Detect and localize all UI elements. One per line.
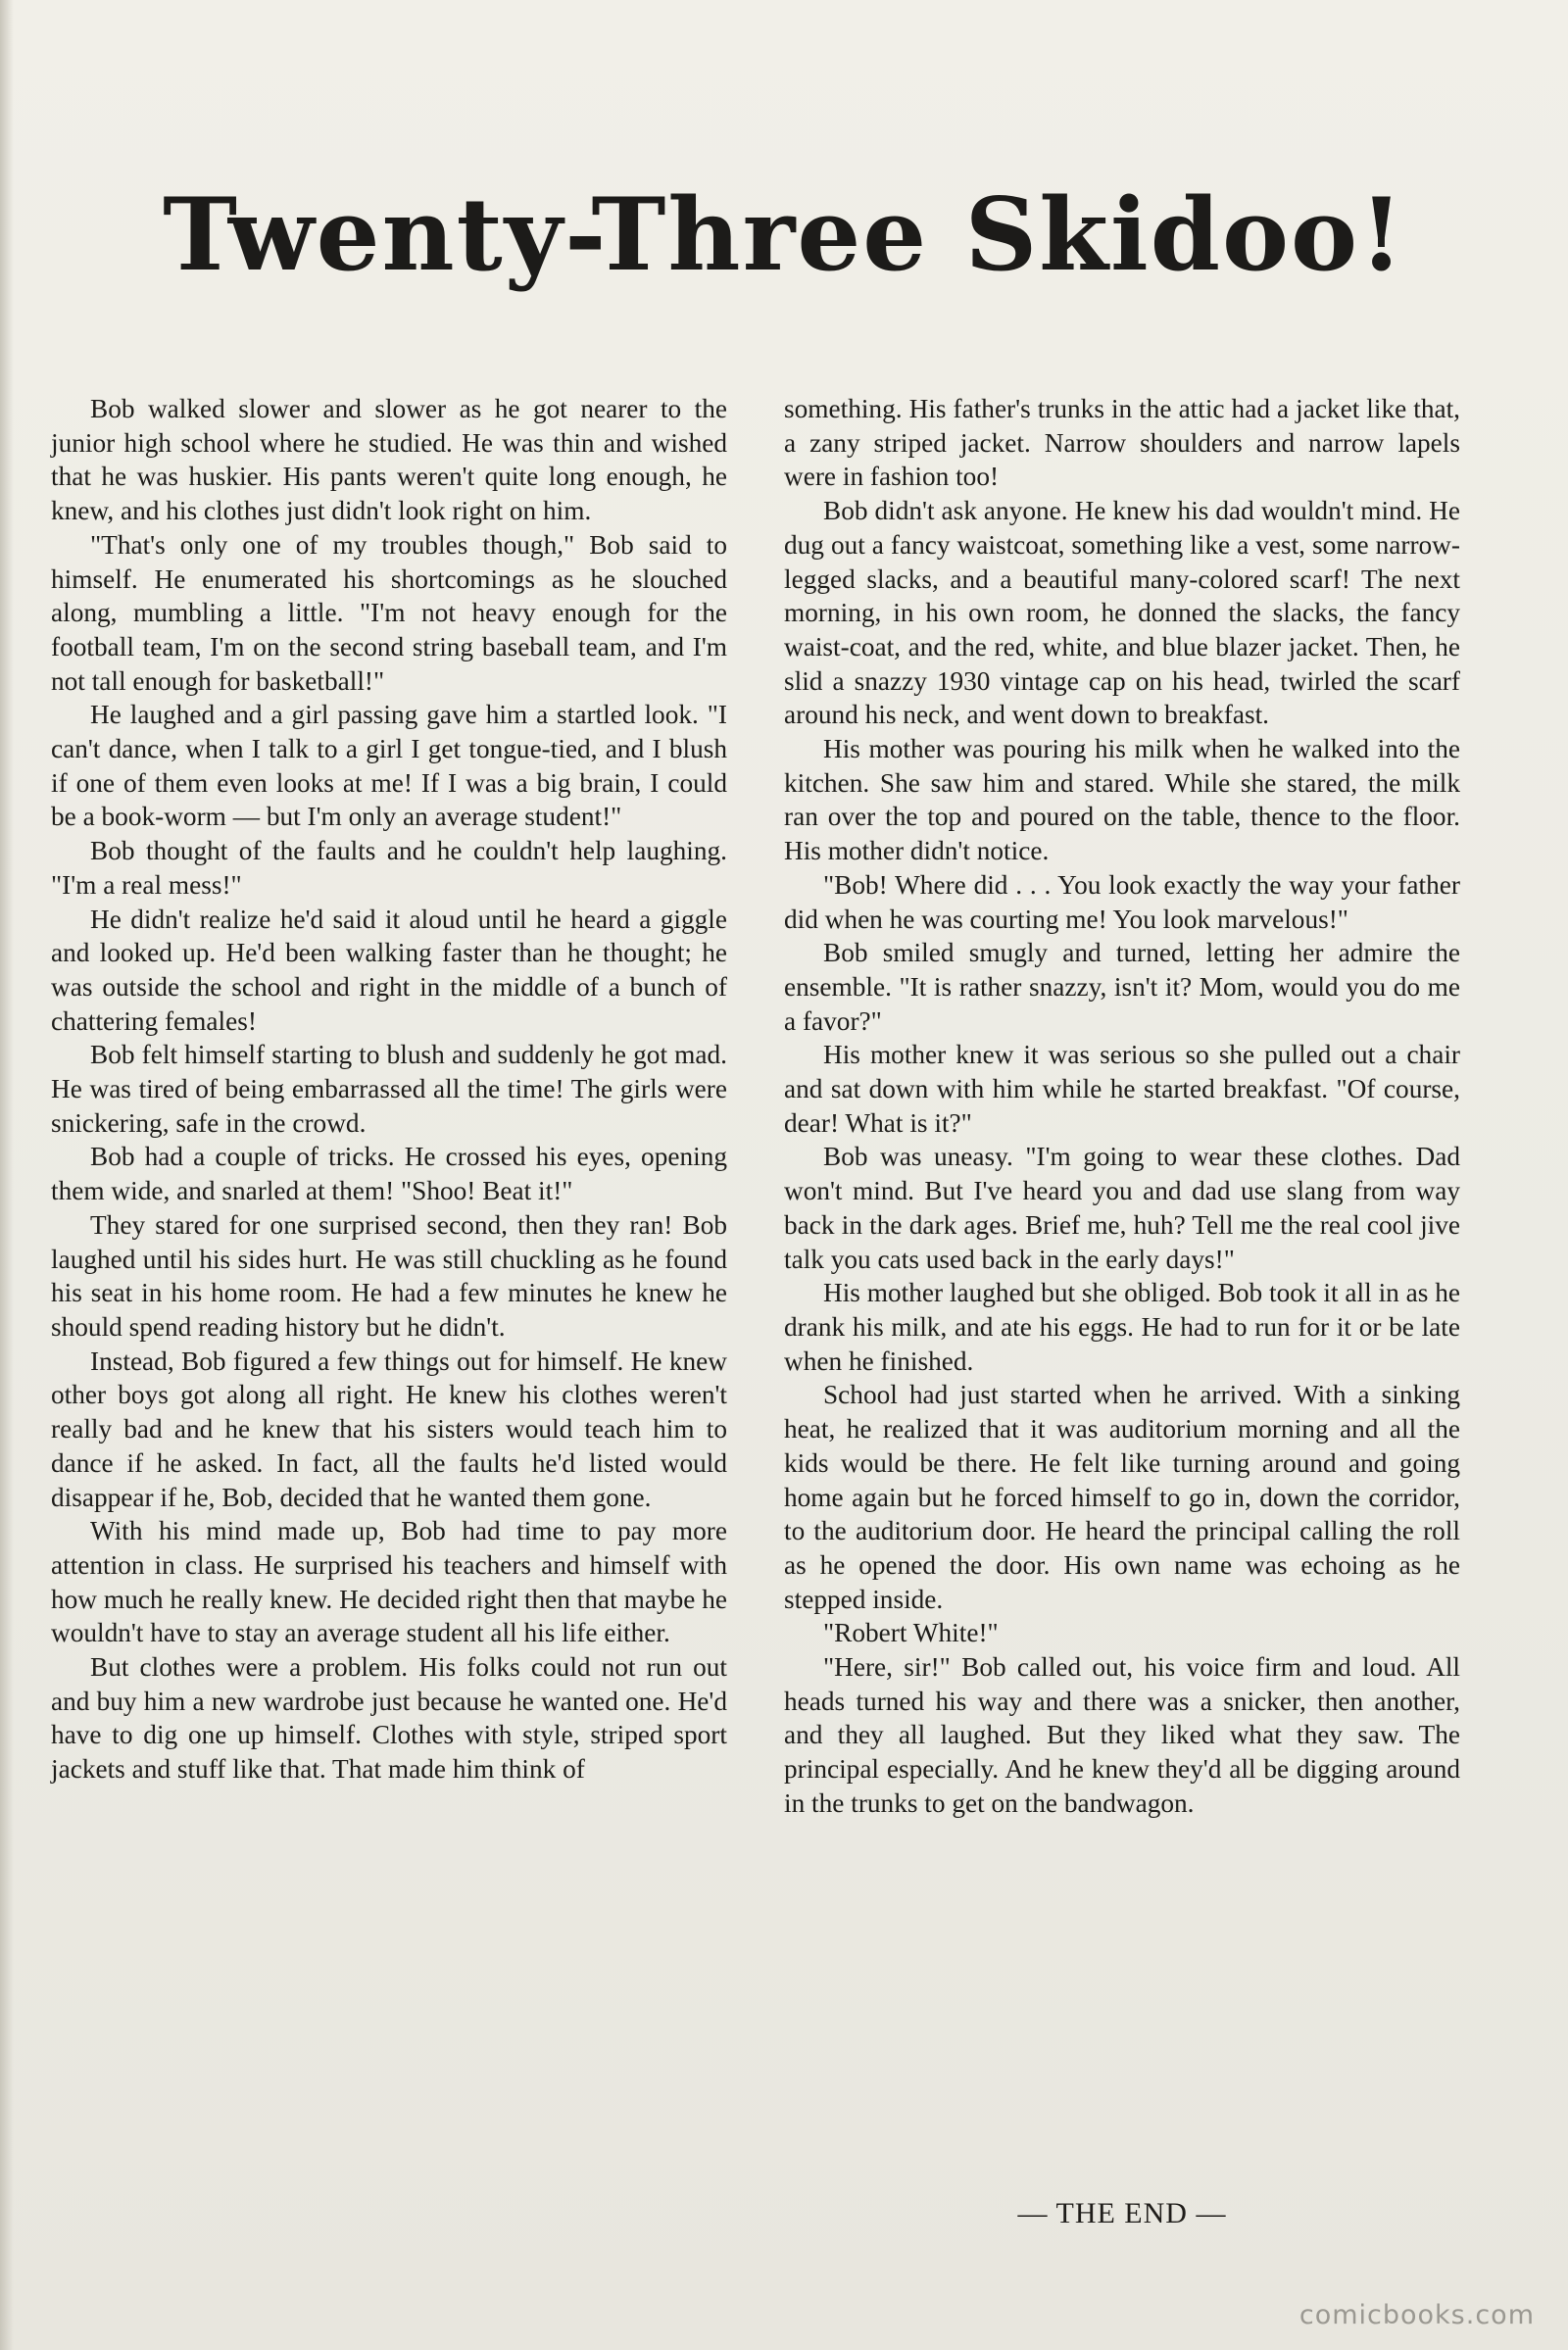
story-title: Twenty-Three Skidoo!	[163, 176, 1405, 294]
paragraph: His mother laughed but she obliged. Bob took it all in as he drank his milk, and ate his eggs. He had to run for it or be late when he finished.	[784, 1278, 1460, 1376]
paragraph: Bob thought of the faults and he couldn't help laughing. "I'm a real mess!"	[51, 836, 727, 900]
left-column	[51, 392, 727, 1787]
paragraph: Bob felt himself starting to blush and suddenly he got mad. He was tired of being embarrassed all the time! The girls were snickering, safe in the crowd.	[51, 1040, 727, 1138]
paragraph: He laughed and a girl passing gave him a startled look. "I can't dance, when I talk to a girl I get tongue-tied, and I blush if one of them even looks at me! If I was a big brain, I could be a book-worm — but I'm only an average student!"	[51, 700, 727, 832]
paragraph: Bob didn't ask anyone. He knew his dad wouldn't mind. He dug out a fancy waistcoat, something like a vest, some narrow-legged slacks, and a beautiful many-colored scarf! The next morning, in his own room, he donned the slacks, the fancy waist-coat, and the red, white, and blue blazer jacket. Then, he slid a snazzy 1930 vintage cap on his head, twirled the scarf around his neck, and went down to breakfast.	[784, 496, 1460, 730]
paragraph: His mother knew it was serious so she pulled out a chair and sat down with him while he started breakfast. "Of course, dear! What is it?"	[784, 1040, 1460, 1138]
paragraph: They stared for one surprised second, then they ran! Bob laughed until his sides hurt. He was still chuckling as he found his seat in his home room. He had a few minutes he knew he should spend reading history but he didn't.	[51, 1209, 727, 1342]
the-end-mark: — THE END —	[1017, 2197, 1227, 2229]
paragraph: His mother was pouring his milk when he walked into the kitchen. She saw him and stared. While she stared, the milk ran over the top and poured on the table, thence to the floor. His mother didn't notice.	[784, 734, 1460, 866]
paragraph: "Robert White!"	[823, 1618, 999, 1648]
paragraph: "Bob! Where did . . . You look exactly the way your father did when he was courting me! You look marvelous!"	[784, 869, 1460, 934]
paragraph: But clothes were a problem. His folks could not run out and buy him a new wardrobe just because he wanted one. He'd have to dig one up himself. Clothes with style, striped sport jackets and stuff like that. That made him think of	[51, 1652, 727, 1785]
paragraph: Bob smiled smugly and turned, letting her admire the ensemble. "It is rather snazzy, isn't it? Mom, would you do me a favor?"	[784, 938, 1460, 1036]
paragraph: Bob walked slower and slower as he got nearer to the junior high school where he studied. He was thin and wished that he was huskier. His pants weren't quite long enough, he knew, and his clothes just didn't look right on him.	[51, 394, 727, 526]
paragraph: He didn't realize he'd said it aloud until he heard a giggle and looked up. He'd been walking faster than he thought; he was outside the school and right in the middle of a bunch of chattering females!	[51, 904, 727, 1036]
paragraph: "Here, sir!" Bob called out, his voice firm and loud. All heads turned his way and there was a snicker, then another, and they all laughed. But they liked what they saw. The principal especially. And he knew they'd all be digging around in the trunks to get on the bandwagon.	[784, 1652, 1460, 1818]
paragraph: With his mind made up, Bob had time to pay more attention in class. He surprised his teachers and himself with how much he really knew. He decided right then that maybe he wouldn't have to stay an average student all his life either.	[51, 1516, 727, 1648]
paragraph: Bob was uneasy. "I'm going to wear these clothes. Dad won't mind. But I've heard you and dad use slang from way back in the dark ages. Brief me, huh? Tell me the real cool jive talk you cats used back in the early days!"	[784, 1142, 1460, 1274]
right-column	[784, 392, 1460, 1821]
paragraph: School had just started when he arrived. With a sinking heat, he realized that it was auditorium morning and all the kids would be there. He felt like turning around and going home again but he forced himself to go in, down the corridor, to the auditorium door. He heard the principal calling the roll as he opened the door. His own name was echoing as he stepped inside.	[784, 1380, 1460, 1614]
paragraph: Bob had a couple of tricks. He crossed his eyes, opening them wide, and snarled at them! "Shoo! Beat it!"	[51, 1142, 727, 1206]
paragraph-continuation: something. His father's trunks in the attic had a jacket like that, a zany striped jacket. Narrow shoulders and narrow lapels were in fashion too!	[784, 394, 1460, 492]
paragraph: Instead, Bob figured a few things out for himself. He knew other boys got along all right. He knew his clothes weren't really bad and he knew that his sisters would teach him to dance if he asked. In fact, all the faults he'd listed would disappear if he, Bob, decided that he wanted them gone.	[51, 1346, 727, 1512]
watermark: comicbooks.com	[1298, 2300, 1535, 2330]
paragraph: "That's only one of my troubles though," Bob said to himself. He enumerated his shortcomings as he slouched along, mumbling a little. "I'm not heavy enough for the football team, I'm on the second string baseball team, and I'm not tall enough for basketball!"	[51, 529, 727, 696]
